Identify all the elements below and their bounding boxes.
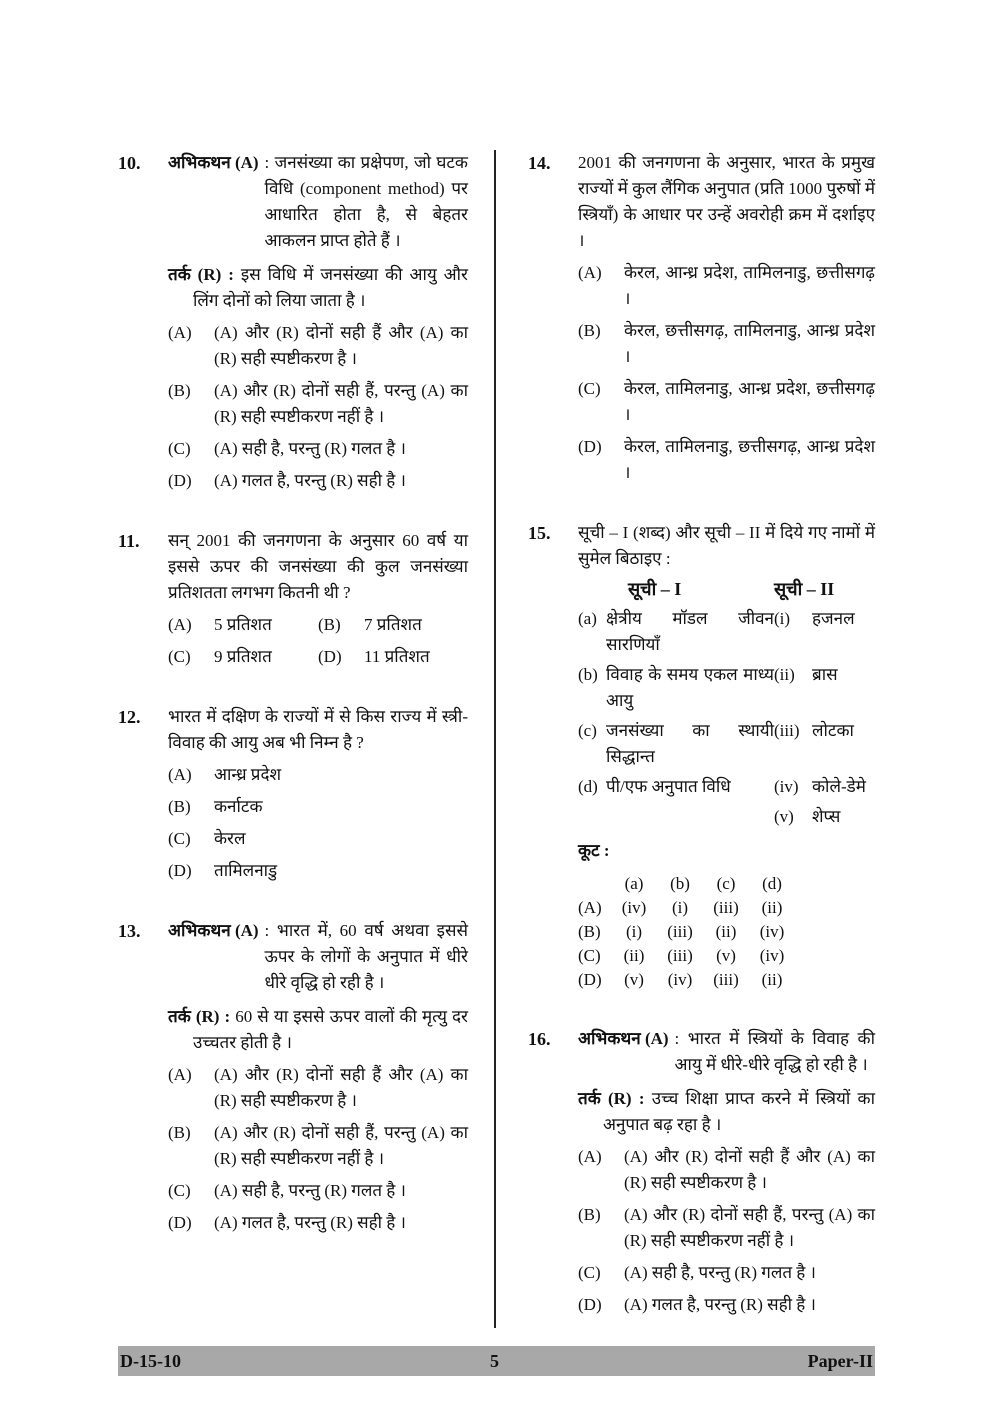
match-row <box>578 662 875 714</box>
list2-text: हजनल <box>812 609 855 628</box>
list2-item <box>774 774 866 800</box>
code-value: (ii) <box>715 922 737 941</box>
option-text: (A) गलत है, परन्तु (R) सही है । <box>624 1295 817 1314</box>
code-value: (ii) <box>761 898 783 917</box>
option[interactable] <box>578 1144 875 1196</box>
assertion-label: अभिकथन (A) <box>578 1029 669 1048</box>
option[interactable] <box>578 260 875 312</box>
option-label: (A) <box>168 1065 192 1084</box>
list2-item <box>774 606 855 658</box>
option-text: 7 प्रतिशत <box>364 615 422 634</box>
option-label: (B) <box>578 321 601 340</box>
list1-label: (a) <box>578 609 597 628</box>
option-text: (A) सही है, परन्तु (R) गलत है । <box>214 1181 407 1200</box>
reason-text: इस विधि में जनसंख्या की आयु और लिंग दोनों को लिया जाता है । <box>193 265 468 310</box>
list1-text: जनसंख्या का स्थायी सिद्धान्त <box>606 721 774 766</box>
question-15 <box>528 520 875 992</box>
option-text: केरल, छत्तीसगढ़, तामिलनाडु, आन्ध्र प्रदेश । <box>624 321 875 366</box>
list1-item <box>578 718 774 770</box>
option-text: (A) और (R) दोनों सही हैं, परन्तु (A) का (R) सही स्पष्टीकरण नहीं है । <box>624 1205 875 1250</box>
option[interactable] <box>318 612 468 638</box>
code-value: (iii) <box>667 946 693 965</box>
list1-item <box>578 662 774 714</box>
question-number: 12. <box>118 707 141 727</box>
code-option-label: (B) <box>578 922 601 941</box>
code-value: (iii) <box>713 970 739 989</box>
list2-item <box>774 804 840 830</box>
list2-item <box>774 718 854 770</box>
list1-text: क्षेत्रीय मॉडल जीवन सारणियाँ <box>606 609 774 654</box>
list2-title: सूची – II <box>774 579 835 599</box>
option-label: (B) <box>168 381 191 400</box>
option-label: (D) <box>168 1213 192 1232</box>
assertion-label: अभिकथन (A) <box>168 153 259 172</box>
option-text: (A) और (R) दोनों सही हैं, परन्तु (A) का (R) सही स्पष्टीकरण नहीं है । <box>214 1123 468 1168</box>
question-16 <box>528 1026 875 1318</box>
code-row[interactable] <box>578 944 798 968</box>
option-label: (D) <box>578 437 602 456</box>
two-column-body <box>118 150 875 1328</box>
option-text: केरल, तामिलनाडु, आन्ध्र प्रदेश, छत्तीसगढ़ । <box>624 379 875 424</box>
option[interactable] <box>168 1210 468 1236</box>
list2-label: (i) <box>774 609 791 628</box>
assertion-label: अभिकथन (A) <box>168 921 259 940</box>
question-body <box>168 704 468 884</box>
paper-label: Paper-II <box>807 1351 873 1371</box>
code-header: (b) <box>670 874 690 893</box>
option-label: (D) <box>168 861 192 880</box>
option[interactable] <box>168 858 468 884</box>
option[interactable] <box>578 1202 875 1254</box>
reason-text: उच्च शिक्षा प्राप्त करने में स्त्रियों का अनुपात बढ़ रहा है । <box>603 1089 876 1134</box>
code-header: (a) <box>624 874 644 893</box>
option-text: (A) सही है, परन्तु (R) गलत है । <box>214 439 407 458</box>
option-text: तामिलनाडु <box>214 861 278 880</box>
reason-text: 60 से या इससे ऊपर वालों की मृत्यु दर उच्चतर होती है । <box>193 1007 469 1052</box>
question-body <box>168 150 468 494</box>
list2-text: कोले-डेमे <box>812 777 866 796</box>
option-text: 5 प्रतिशत <box>214 615 272 634</box>
option-text: (A) गलत है, परन्तु (R) सही है । <box>214 471 407 490</box>
option-label: (B) <box>578 1205 601 1224</box>
list2-label: (ii) <box>774 665 795 684</box>
option-label: (A) <box>168 765 192 784</box>
question-11 <box>118 528 468 670</box>
assertion <box>168 150 468 254</box>
reason-label: तर्क (R) : <box>168 1007 231 1026</box>
list2-text: लोटका <box>812 721 854 740</box>
option-text: (A) और (R) दोनों सही हैं और (A) का (R) सही स्पष्टीकरण है । <box>624 1147 875 1192</box>
code-row[interactable] <box>578 896 798 920</box>
option-label: (B) <box>168 1123 191 1142</box>
question-body <box>578 150 875 486</box>
option[interactable] <box>168 644 318 670</box>
page-number: 5 <box>490 1351 499 1371</box>
code-row[interactable] <box>578 920 798 944</box>
assertion-text: : जनसंख्या का प्रक्षेपण, जो घटक विधि (component method) पर आधारित होता है, से बेहतर आकलन प्राप्त होते हैं । <box>264 153 468 250</box>
code-value: (iii) <box>667 922 693 941</box>
option-text: (A) गलत है, परन्तु (R) सही है । <box>214 1213 407 1232</box>
question-stem: 2001 की जनगणना के अनुसार, भारत के प्रमुख राज्यों में कुल लैंगिक अनुपात (प्रति 1000 पुरुषों में स्त्रियाँ) के आधार पर उन्हें अवरोही क्रम में दर्शाइए । <box>578 153 875 250</box>
question-number: 13. <box>118 921 141 941</box>
option-text: (A) और (R) दोनों सही हैं और (A) का (R) सही स्पष्टीकरण है । <box>214 323 468 368</box>
option-label: (D) <box>168 471 192 490</box>
match-row <box>578 606 875 658</box>
option[interactable] <box>318 644 468 670</box>
option[interactable] <box>168 762 468 788</box>
question-body <box>578 520 875 992</box>
option-row <box>168 644 468 670</box>
list1-label: (b) <box>578 665 598 684</box>
option-label: (A) <box>168 323 192 342</box>
code-value: (iv) <box>759 922 785 941</box>
option[interactable] <box>168 468 468 494</box>
option-text: 11 प्रतिशत <box>364 647 430 666</box>
option-label: (C) <box>578 379 601 398</box>
list1-item <box>578 804 774 830</box>
option-label: (B) <box>318 615 341 634</box>
option-label: (A) <box>578 263 602 282</box>
code-option-label: (A) <box>578 898 602 917</box>
right-column <box>494 150 875 1328</box>
code-header-row <box>578 872 798 896</box>
code-value: (iv) <box>667 970 693 989</box>
option-label: (C) <box>168 439 191 458</box>
page-footer <box>118 1346 875 1376</box>
option-text: कर्नाटक <box>214 797 263 816</box>
option[interactable] <box>168 1120 468 1172</box>
code-value: (ii) <box>623 946 645 965</box>
option-label: (A) <box>168 615 192 634</box>
code-value: (ii) <box>761 970 783 989</box>
option[interactable] <box>168 826 468 852</box>
option-label: (D) <box>578 1295 602 1314</box>
code-row[interactable] <box>578 968 798 992</box>
question-number: 16. <box>528 1029 551 1049</box>
option-label: (C) <box>168 1181 191 1200</box>
code-value: (v) <box>716 946 736 965</box>
question-12 <box>118 704 468 884</box>
reason-label: तर्क (R) : <box>168 265 234 284</box>
answer-code-table <box>578 872 798 992</box>
list1-label: (d) <box>578 777 598 796</box>
assertion <box>578 1026 875 1078</box>
code-value: (iv) <box>621 898 647 917</box>
reason <box>578 1086 875 1138</box>
code-value: (i) <box>671 898 689 917</box>
option-label: (C) <box>168 829 191 848</box>
option[interactable] <box>578 1292 875 1318</box>
question-stem: भारत में दक्षिण के राज्यों में से किस राज्य में स्त्री-विवाह की आयु अब भी निम्न है ? <box>168 707 468 752</box>
question-stem: सूची – I (शब्द) और सूची – II में दिये गए नामों में सुमेल बिठाइए : <box>578 523 875 568</box>
list2-label: (iv) <box>774 777 799 796</box>
option-text: 9 प्रतिशत <box>214 647 272 666</box>
code-value: (i) <box>625 922 643 941</box>
option[interactable] <box>578 376 875 428</box>
option-text: आन्ध्र प्रदेश <box>214 765 282 784</box>
code-option-label: (C) <box>578 946 601 965</box>
option[interactable] <box>578 434 875 486</box>
option[interactable] <box>578 318 875 370</box>
option-text: केरल <box>214 829 246 848</box>
option[interactable] <box>168 612 318 638</box>
question-14 <box>528 150 875 486</box>
list1-title: सूची – I <box>628 579 682 599</box>
list2-label: (v) <box>774 807 794 826</box>
footer-code: D-15-10 <box>120 1351 181 1371</box>
option-text: केरल, तामिलनाडु, छत्तीसगढ़, आन्ध्र प्रदेश । <box>624 437 875 482</box>
match-row <box>578 718 875 770</box>
list2-label: (iii) <box>774 721 800 740</box>
option[interactable] <box>168 1062 468 1114</box>
question-number: 15. <box>528 523 551 543</box>
list1-text: विवाह के समय एकल माध्य आयु <box>606 665 774 710</box>
question-body <box>168 528 468 670</box>
code-value: (iv) <box>759 946 785 965</box>
reason <box>168 262 468 314</box>
option[interactable] <box>168 436 468 462</box>
option[interactable] <box>168 320 468 372</box>
option[interactable] <box>168 794 468 820</box>
list2-text: शेप्स <box>812 807 841 826</box>
option[interactable] <box>578 1260 875 1286</box>
option-label: (A) <box>578 1147 602 1166</box>
match-row <box>578 774 875 800</box>
match-headers <box>578 576 875 602</box>
code-header: (c) <box>716 874 736 893</box>
assertion-text: : भारत में, 60 वर्ष अथवा इससे ऊपर के लोगों के अनुपात में धीरे धीरे वृद्धि हो रही है । <box>264 921 468 992</box>
assertion <box>168 918 468 996</box>
list1-item <box>578 774 774 800</box>
option-text: (A) और (R) दोनों सही हैं और (A) का (R) सही स्पष्टीकरण है । <box>214 1065 468 1110</box>
list1-text: पी/एफ अनुपात विधि <box>606 777 731 796</box>
match-row <box>578 804 875 830</box>
option-label: (D) <box>318 647 342 666</box>
code-value: (v) <box>624 970 644 989</box>
list2-item <box>774 662 838 714</box>
option[interactable] <box>168 1178 468 1204</box>
code-corner <box>578 872 614 896</box>
list1-item <box>578 606 774 658</box>
question-number: 11. <box>118 531 140 551</box>
option-row <box>168 612 468 638</box>
code-option-label: (D) <box>578 970 602 989</box>
reason <box>168 1004 468 1056</box>
option-text: केरल, आन्ध्र प्रदेश, तामिलनाडु, छत्तीसगढ़ । <box>624 263 875 308</box>
question-13 <box>118 918 468 1236</box>
option-label: (B) <box>168 797 191 816</box>
list2-text: ब्रास <box>812 665 838 684</box>
option-label: (C) <box>168 647 191 666</box>
question-body <box>168 918 468 1236</box>
question-body <box>578 1026 875 1318</box>
option-text: (A) सही है, परन्तु (R) गलत है । <box>624 1263 817 1282</box>
option-text: (A) और (R) दोनों सही हैं, परन्तु (A) का (R) सही स्पष्टीकरण नहीं है । <box>214 381 468 426</box>
option-label: (C) <box>578 1263 601 1282</box>
code-label: कूट : <box>578 841 610 860</box>
code-header: (d) <box>762 874 782 893</box>
assertion-text: : भारत में स्त्रियों के विवाह की आयु में धीरे-धीरे वृद्धि हो रही है । <box>674 1029 875 1074</box>
option[interactable] <box>168 378 468 430</box>
left-column <box>118 150 494 1328</box>
reason-label: तर्क (R) : <box>578 1089 645 1108</box>
question-number: 14. <box>528 153 551 173</box>
question-stem: सन् 2001 की जनगणना के अनुसार 60 वर्ष या इससे ऊपर की जनसंख्या की कुल जनसंख्या प्रतिशतता लगभग कितनी थी ? <box>168 531 468 602</box>
question-10 <box>118 150 468 494</box>
question-number: 10. <box>118 153 141 173</box>
code-value: (iii) <box>713 898 739 917</box>
list1-label: (c) <box>578 721 597 740</box>
